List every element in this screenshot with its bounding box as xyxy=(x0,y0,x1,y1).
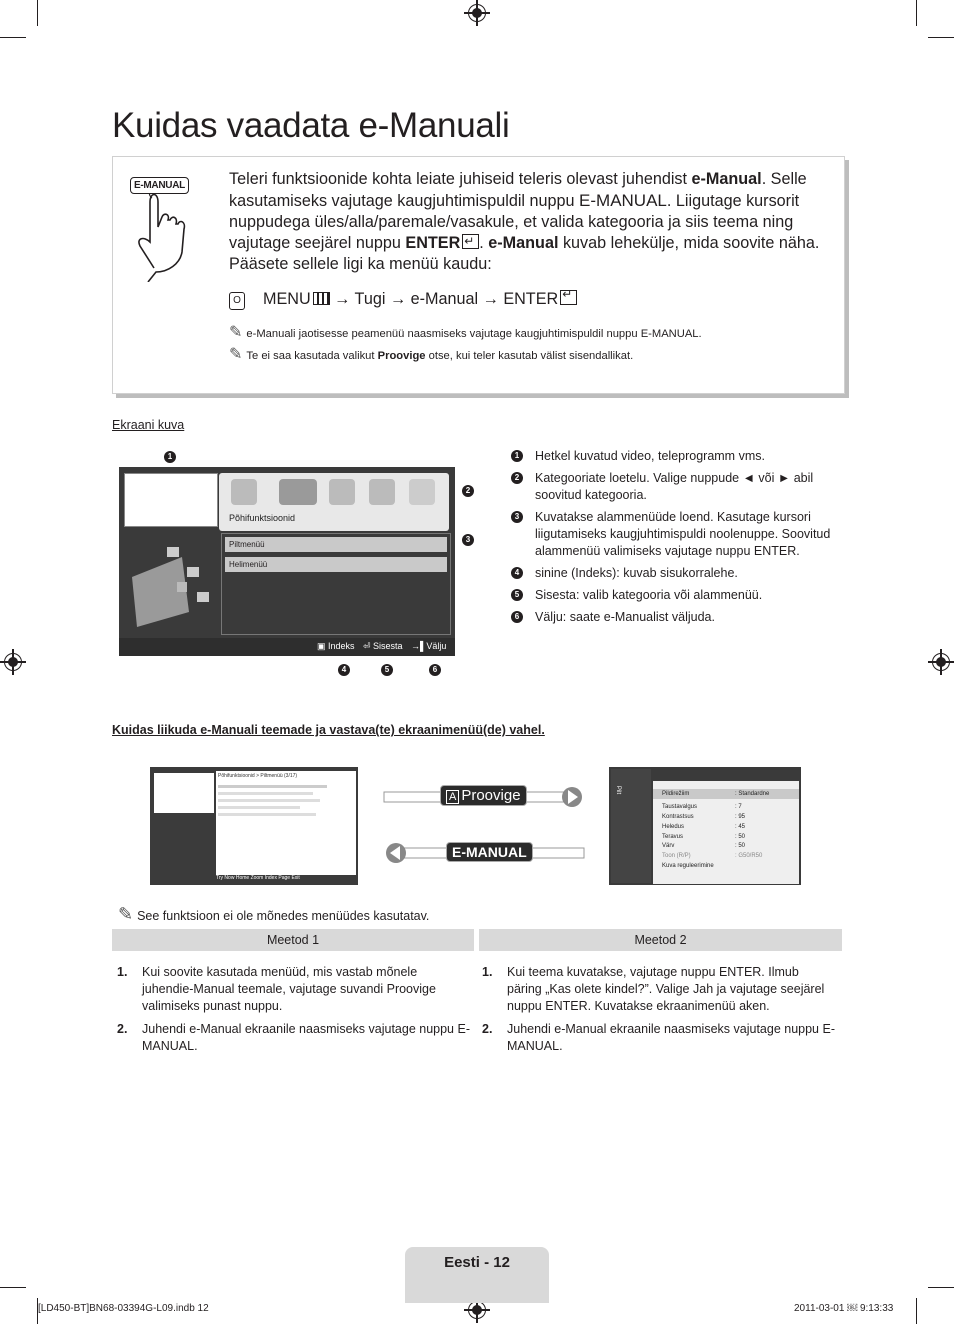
callout-6: 6 xyxy=(429,664,441,676)
manual-page-thumbnail xyxy=(150,767,358,885)
nav-section-heading: Kuidas liikuda e-Manuali teemade ja vastava(te) ekraanimenüü(de) vahel. xyxy=(112,723,545,737)
step: 1. Kui soovite kasutada menüüd, mis vastab mõnele juhendie-Manual teemale, vajutage suvandi Proovige valimiseks punast nuppu. xyxy=(117,965,436,1013)
callout-4: 4 xyxy=(338,664,350,676)
menu-icon xyxy=(313,292,330,305)
note-2: ✎ Te ei saa kasutada valikut Proovige otse, kui teler kasutab välist sisendallikat. xyxy=(229,346,634,363)
exit-label[interactable]: →▌Välju xyxy=(411,641,447,651)
note-1: ✎ e-Manuali jaotisesse peamenüü naasmiseks vajutage kaugjuhtimispuldil nuppu E-MANUAL. xyxy=(229,324,702,341)
screen-footer xyxy=(119,638,455,656)
category-name: Põhifunktsioonid xyxy=(229,513,296,523)
registration-mark-icon xyxy=(468,4,486,22)
screen-section-label: Ekraani kuva xyxy=(112,418,185,432)
step: 2. Juhendi e-Manual ekraanile naasmiseks vajutage nuppu E-MANUAL. xyxy=(117,1022,470,1053)
callout-1: 1 xyxy=(164,451,176,463)
crop-mark xyxy=(928,37,954,38)
callout-3: 3 xyxy=(462,534,474,546)
manual-page-footer: Try Now Home Zoom Index Page Exit xyxy=(216,875,300,881)
intro-text: Teleri funktsioonide kohta leiate juhiseid teleris olevast juhendist e-Manual. Selle kasutamiseks vajutage kaugjuhtimispuldil nuppu E-MANUAL. Liigutage kursorit nuppudega üles/alla/paremale/vasakule, et valida kategooria ja siis teema ning vajutage seejärel nuppu ENTER↵ . e-Manual kuvab lehekülje, mida soovite näha. Pääsete sellele ligi ka menüü kaudu: xyxy=(229,169,834,275)
tv-graphic-icon xyxy=(127,537,217,632)
video-preview xyxy=(124,473,218,527)
category-icon[interactable] xyxy=(329,479,355,505)
category-icon[interactable] xyxy=(369,479,395,505)
step: 1. Kui teema kuvatakse, vajutage nuppu ENTER. Ilmub päring „Kas olete kindel?”. Valige Jah ja vajutage seejärel nuppu ENTER. Kuvatakse ekraanimenüü aken. xyxy=(482,965,825,1013)
callout-5: 5 xyxy=(381,664,393,676)
enter-label[interactable]: ⏎ Sisesta xyxy=(363,641,403,651)
legend-item: 3 Kuvatakse alammenüüde loend. Kasutage kursori liigutamiseks kaugjuhtimispuldi noolenuppe. Soovitud alammenüü valimiseks vajutage nuppu ENTER. xyxy=(511,509,836,560)
nav-note: ✎ See funktsioon ei ole mõnedes menüüdes kasutatav. xyxy=(118,904,430,924)
method-1-steps xyxy=(112,964,470,1061)
osd-picture-menu xyxy=(609,767,801,885)
page-number-tab: Eesti - 12 xyxy=(405,1247,549,1303)
submenu-panel xyxy=(221,533,451,635)
crop-mark xyxy=(916,0,917,26)
registration-mark-icon xyxy=(932,653,950,671)
emanual-screen xyxy=(119,467,455,656)
index-label[interactable]: ▣ Indeks xyxy=(317,641,355,651)
legend-item: 6 Välju: saate e-Manualist väljuda. xyxy=(511,609,836,626)
registration-mark-icon xyxy=(468,1301,486,1319)
page-title: Kuidas vaadata e-Manuali xyxy=(112,106,510,145)
method-1-header: Meetod 1 xyxy=(112,929,474,951)
legend-item: 4 sinine (Indeks): kuvab sisukorralehe. xyxy=(511,565,836,582)
enter-icon xyxy=(560,290,577,305)
method-2-steps xyxy=(477,964,837,1061)
category-bar xyxy=(219,473,449,531)
pencil-note-icon: ✎ xyxy=(118,904,134,924)
crop-mark xyxy=(928,1287,954,1288)
crop-mark xyxy=(916,1298,917,1324)
category-icon[interactable] xyxy=(409,479,435,505)
legend-list xyxy=(511,448,836,631)
try-button[interactable]: A Proovige xyxy=(440,785,527,806)
crop-mark xyxy=(0,1287,26,1288)
step: 2. Juhendi e-Manual ekraanile naasmiseks vajutage nuppu E-MANUAL. xyxy=(482,1022,835,1053)
manual-page-content: Põhifunktsioonid > Piltmenüü (3/17) xyxy=(216,771,356,875)
pencil-note-icon: ✎ xyxy=(229,346,243,363)
legend-item: 2 Kategooriate loetelu. Valige nuppude ◄ või ► abil soovitud kategooria. xyxy=(511,470,836,504)
footer-date: 2011-03-01 ￼ 9:13:33 xyxy=(794,1303,894,1314)
menu-path: MENU → Tugi → e-Manual → ENTER↵ xyxy=(263,290,577,309)
callout-2: 2 xyxy=(462,485,474,497)
enter-icon xyxy=(462,234,479,249)
emanual-button[interactable]: E-MANUAL xyxy=(446,842,533,862)
submenu-item[interactable]: Helimenüü xyxy=(225,557,447,572)
pencil-note-icon: ✎ xyxy=(229,324,243,341)
category-icon[interactable] xyxy=(231,479,257,505)
osd-side: Pilt xyxy=(611,769,651,883)
osd-list: Pildirežiim : Standardne Taustavalgus : 7 Kontrastsus : 95 Heledus : 45 Teravus : 50 Värv : 50 Toon (R/P) : G50/R50 Kuva reguleerimine xyxy=(653,781,799,884)
o-menu-icon: O xyxy=(229,292,245,310)
legend-item: 1 Hetkel kuvatud video, teleprogramm vms. xyxy=(511,448,836,465)
crop-mark xyxy=(37,0,38,26)
video-preview xyxy=(154,773,214,813)
registration-mark-icon xyxy=(4,653,22,671)
footer-file: [LD450-BT]BN68-03394G-L09.indb 12 xyxy=(38,1303,209,1314)
category-icon-selected[interactable] xyxy=(279,479,317,505)
crop-mark xyxy=(0,37,26,38)
legend-item: 5 Sisesta: valib kategooria või alammenüü. xyxy=(511,587,836,604)
emanual-key-label: E-MANUAL xyxy=(130,177,189,194)
submenu-item[interactable]: Piltmenüü xyxy=(225,537,447,552)
method-2-header: Meetod 2 xyxy=(479,929,842,951)
